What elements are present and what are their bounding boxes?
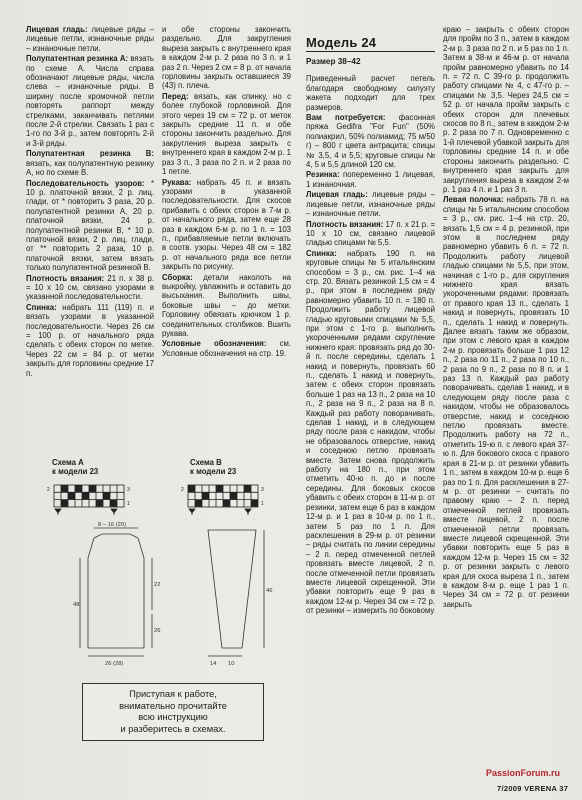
scheme-b-grid xyxy=(178,479,270,517)
col1-paragraph-heading: Последовательность узоров: xyxy=(26,178,145,188)
col2-paragraph-heading: Рукава: xyxy=(162,177,192,187)
col3-paragraph-text: лицевые ряды – лицевые петли, изнаночные ряды – изнаночные петли. xyxy=(306,190,435,219)
col2-paragraph xyxy=(162,273,291,339)
watermark: PassionForum.ru xyxy=(486,768,561,778)
col3-paragraph xyxy=(306,113,435,169)
model-heading: Модель 24 xyxy=(306,35,377,50)
col1-paragraph-text: * 10 р. платочной вязки, 2 р. лиц. глади, от * повторить 3 раза, 20 р. полупатентной резинки А, 20 р. платочной вязки, 24 р. полупатентной резинки В, * 10 р. платочной вязки, 2 р. лиц. глади, от ** повторить 2 раза, 10 р. платочной вязки, затем вязать только полупатентной резинкой В. xyxy=(26,178,154,273)
scheme-b-model: к модели 23 xyxy=(190,467,237,476)
col4-paragraph-text: краю – закрыть с обеих сторон для пройм по 3 п., затем в каждом 2-м р. 3 раза по 2 п. и 5 раз по 1 п. Затем в 38-м и 46-м р. от начала пройм равномерно убавить по 14 п. = 72 п. С 39-го р. продолжить работу спицами № 4, с 47-го р. – спицами № 3,5. Через 24,5 см = 52 р. от начала пройм закрыть с обеих сторон для плечевых скосов по 8 п., затем в каждом 2-м р. 2 раза по 7 п. Одновременно с 1-й плечевой убавкой закрыть для горловины средние 14 п. и обе стороны закончить раздельно. С внутреннего края закрыть для закругления выреза в каждом 2-м р. 1 раз 4 п. и 1 раз 3 п. xyxy=(443,25,569,194)
column-1 xyxy=(26,25,154,379)
notice-box xyxy=(82,683,264,741)
col3-paragraph xyxy=(306,249,435,616)
scheme-a-label: Схема А xyxy=(52,458,84,467)
col1-paragraph-heading: Лицевая гладь: xyxy=(26,25,88,34)
col2-paragraph-text: вязать, как спинку, но с более глубокой горловиной. Для этого через 19 см = 72 р. от меток закрыть средние 11 п. и обе стороны закончить раздельно. Для закругления выреза закрыть с внутреннего края в каждом 2-м р. 1 раз 3 п., 3 раза по 2 п. и 2 раза по 1 петле. xyxy=(162,91,291,177)
col3-paragraph-text: набрать 190 п. на круговые спицы № 5 итальянским способом = 3 р., см. рис. 1–4 на стр. 20. Вязать резинкой 1,5 см = 4 р., при этом в последнем ряду равномерно убавить 10 п. = 180 п. Продолжить работу лицевой гладью круговыми спицами № 5,5, при этом с 1-го р. выполнить укороченными рядами скругление нижнего края: провязать ряд до 30-й п. после середины, сделать 1 накид и повернуть, провязать 60 п., сделать 1 накид и повернуть, затем с обеих сторон провязать больше 1 раз на 13 п., 2 раза на 10 п., 2 раза на 9 п., 2 раза на 8 п. Каждый раз работу поворачивать, сделав 1 накид, и в следующем ряду после раза с накидом, чтобы не образовалось отверстие, накид и соседнюю петлю провязать вместе. Затем снова продолжить работу на 180 п., при этом отметить 40-ю п. до и после середины. Для боковых скосов убавить с обеих сторон в 11-м р. от резинки, затем еще 6 раз в каждом 12-м р. и 1 раз в 10-м р. по 1 п., затем 5 раз по 1 п. Для расклешения в 29-м р. от резинки – ряды считать по линии середины – 2 п. перед отмеченной петлей провязать вместе лицевой, 2 п. после отмеченной петли провязать вместе лицевой скрещенной. Эти убавки повторить еще 9 раз в каждом 12-м р. Через 34 см = 72 р. от резинки – измерить по боковому xyxy=(306,248,435,616)
heading-rule xyxy=(306,51,435,52)
col3-paragraph xyxy=(306,170,435,189)
notice-line: внимательно прочитайте xyxy=(119,700,227,711)
col1-paragraph-heading: Полупатентная резинка В: xyxy=(26,149,154,159)
col3-paragraph-heading: Вам потребуется: xyxy=(306,113,386,123)
diagram1-top: 8 – 16 (20) xyxy=(98,522,127,528)
col3-paragraph xyxy=(306,74,435,112)
diagram2-left: 14 xyxy=(210,661,217,667)
col2-paragraph-heading: Условные обозначения: xyxy=(162,339,267,349)
column-4 xyxy=(443,25,569,610)
col4-paragraph-text: набрать 78 п. на спицы № 5 итальянским способом = 3 р., см. рис. 1–4 на стр. 20, вязать 1,5 см = 4 р. резинкой, при этом в последнем ряду равномерно убавить 6 п. = 72 п. Продолжить работу лицевой гладью спицами № 5,5, при этом, начиная с 1-го р., для скругления нижнего края вязать укороченными рядами: провязать от правого края 13 п., сделать 1 накид и повернуть, провязать 10 п., сделать 1 накид и повернуть. Далее вязать таким же образом, при этом с левого края в каждом 2-м р. провязать больше 1 раз 12 п., 2 раза по 11 п., 2 раза по 10 п., 2 раза по 9 п., 2 раза по 8 п. и 1 раз 13 п. Каждый раз работу поворачивать, сделав 1 накид, и в следующем ряду после раза с накидом, чтобы не образовалось отверстие, накид и соседнюю петлю провязать вместе. Продолжить работу на 72 п., отметить 19-ю п. с левого края 37-ю п. Для бокового скоса с правого края в 21-м р. от резинки убавить 1 п., затем в каждом 10-м р. еще 6 раз по 1 п. Для расклешения в 27-м р. от резинки – считать по правому краю – 2 п. перед отмеченной петлей провязать вместе лицевой, 2 п. после отмеченной петли провязать вместе лицевой скрещенной. Эти убавки повторить еще 5 раз в каждом 12-м р. Через 15 см = 32 р. от резинки закрыть с левого края для скоса выреза 1 п., затем в каждом 8-м р. еще 1 раз 1 п. Через 34 см = 72 р. от резинки закрыть xyxy=(443,195,569,609)
col3-paragraph-text: Приведенный расчет петель благодаря свободному силуэту жакета подходит для трех размеров. xyxy=(306,74,435,112)
col1-paragraph-text: вязать по схеме А. Числа справа обозначают лицевые ряды, числа слева – изнаночные ряды. В ширину после кромочной петли повторять раппорт между стрелками, заканчивать петлями после 2-й стрелки. Связать 1 раз с 1-го по 3-й р., затем повторять 2-й и 3-й ряды. xyxy=(26,54,154,148)
svg-text:3: 3 xyxy=(127,487,130,493)
col4-paragraph-heading: Левая полочка: xyxy=(443,195,504,205)
column-2 xyxy=(162,25,291,359)
col2-paragraph xyxy=(162,339,291,358)
col3-paragraph-heading: Резинка: xyxy=(306,170,340,180)
scheme-b-title xyxy=(190,458,236,476)
col2-paragraph-text: детали наколоть на выкройку, увлажнить и оставить до высыхания. Выполнить швы, боковые швы – до метки. Горловину обвязать крючком 1 р. соединительных столбиков. Вшить рукава. xyxy=(162,272,291,338)
scheme-a-title xyxy=(52,458,98,476)
col1-paragraph xyxy=(26,274,154,302)
svg-text:1: 1 xyxy=(261,501,264,507)
col3-paragraph-heading: Лицевая гладь: xyxy=(306,190,368,200)
col1-paragraph-heading: Полупатентная резинка А: xyxy=(26,54,129,64)
svg-text:1: 1 xyxy=(127,501,130,507)
svg-text:2: 2 xyxy=(181,487,184,493)
column-3 xyxy=(306,25,435,617)
col1-paragraph-text: набрать 111 (119) п. и вязать узорами в указанной последовательности. Через 26 см = 100 р. от начального ряда сделать с обеих сторон по метке. Через 22 см = 84 р. от метки закрыть для горловины средние 17 п. xyxy=(26,302,154,378)
col2-paragraph-heading: Перед: xyxy=(162,91,189,101)
col2-paragraph xyxy=(162,178,291,272)
col2-paragraph-text: см. Условные обозначения на стр. 19. xyxy=(162,339,292,358)
col2-paragraph xyxy=(162,92,291,177)
col2-paragraph xyxy=(162,25,291,91)
notice-line: всю инструкцию xyxy=(138,712,208,722)
col2-paragraph-text: набрать 45 п. и вязать узорами в указанной последовательности. Для скосов прибавить с обеих сторон в 7-м р. от начального ряда, затем еще 28 раз в каждом 6-м р. по 1 п. = 103 п., прибавляемые петли включать в соотв. узоры. Через 48 см = 182 р. от начального ряда все петли закрыть по рисунку. xyxy=(162,177,291,272)
model-size: Размер 38–42 xyxy=(306,57,361,66)
scheme-a-model: к модели 23 xyxy=(52,467,99,476)
svg-text:2: 2 xyxy=(47,487,50,493)
col1-paragraph xyxy=(26,25,154,53)
col3-paragraph-heading: Плотность вязания: xyxy=(306,219,384,229)
col1-paragraph-heading: Спинка: xyxy=(26,302,57,312)
col1-paragraph-text: лицевые ряды – лицевые петли, изнаночные ряды – изнаночные петли. xyxy=(26,25,154,53)
diagram2-right: 10 xyxy=(228,661,235,667)
col1-paragraph xyxy=(26,54,154,148)
diagram1-hleft: 48 xyxy=(73,602,80,608)
diagram2-height: 46 xyxy=(266,588,273,594)
col2-paragraph-text: и обе стороны закончить раздельно. Для закругления выреза закрыть с внутреннего края в каждом 2-м р. 2 раза по 3 п. и 1 раз 2 п. Через 2 см = 8 р. от начала горловины закрыть оставшиеся 39 (43) п. плеча. xyxy=(162,25,291,91)
col1-paragraph xyxy=(26,303,154,378)
col1-paragraph xyxy=(26,149,154,177)
col3-paragraph-text: фасонная пряжа Gedifra "For Fun" (50% полиакрил, 50% полиамид; 75 м/50 г) – 800 г цвета антрацита; спицы № 3,5, 4 и 5,5; круговые спицы № 4, 5 и 5,5 длиной 120 см. xyxy=(306,113,435,170)
col2-paragraph-heading: Сборка: xyxy=(162,272,193,282)
col1-paragraph-text: вязать, как полупатентную резинку А, но по схеме В. xyxy=(26,158,154,178)
notice-line: Приступая к работе, xyxy=(129,689,217,699)
diagram1-hmid: 22 xyxy=(154,582,161,588)
col3-paragraph-text: 17 п. х 21 р. = 10 х 10 см, связано лицевой гладью спицами № 5,5. xyxy=(306,219,436,248)
col4-paragraph xyxy=(443,25,569,194)
col1-paragraph-heading: Плотность вязания: xyxy=(26,273,105,283)
col3-paragraph xyxy=(306,190,435,218)
col1-paragraph xyxy=(26,179,154,273)
scheme-b-label: Схема В xyxy=(190,458,222,467)
col1-paragraph-text: 21 п. х 38 р. = 10 х 10 см, связано узорами в указанной последовательности. xyxy=(26,273,154,302)
column-3-body xyxy=(306,74,435,615)
col4-paragraph xyxy=(443,195,569,609)
back-schematic xyxy=(60,520,180,670)
col3-paragraph-text: попеременно 1 лицевая, 1 изнаночная. xyxy=(306,170,435,189)
col3-paragraph xyxy=(306,220,435,248)
diagram1-bottom: 26 (28) xyxy=(105,661,124,667)
sleeve-schematic xyxy=(178,520,278,670)
col3-paragraph-heading: Спинка: xyxy=(306,248,337,258)
page-footer: 7/2009 VERENA 37 xyxy=(497,784,569,793)
scheme-a-grid xyxy=(44,479,136,517)
diagram1-hright: 26 xyxy=(154,628,161,634)
svg-text:3: 3 xyxy=(261,487,264,493)
notice-line: и разберитесь в схемах. xyxy=(120,723,226,734)
